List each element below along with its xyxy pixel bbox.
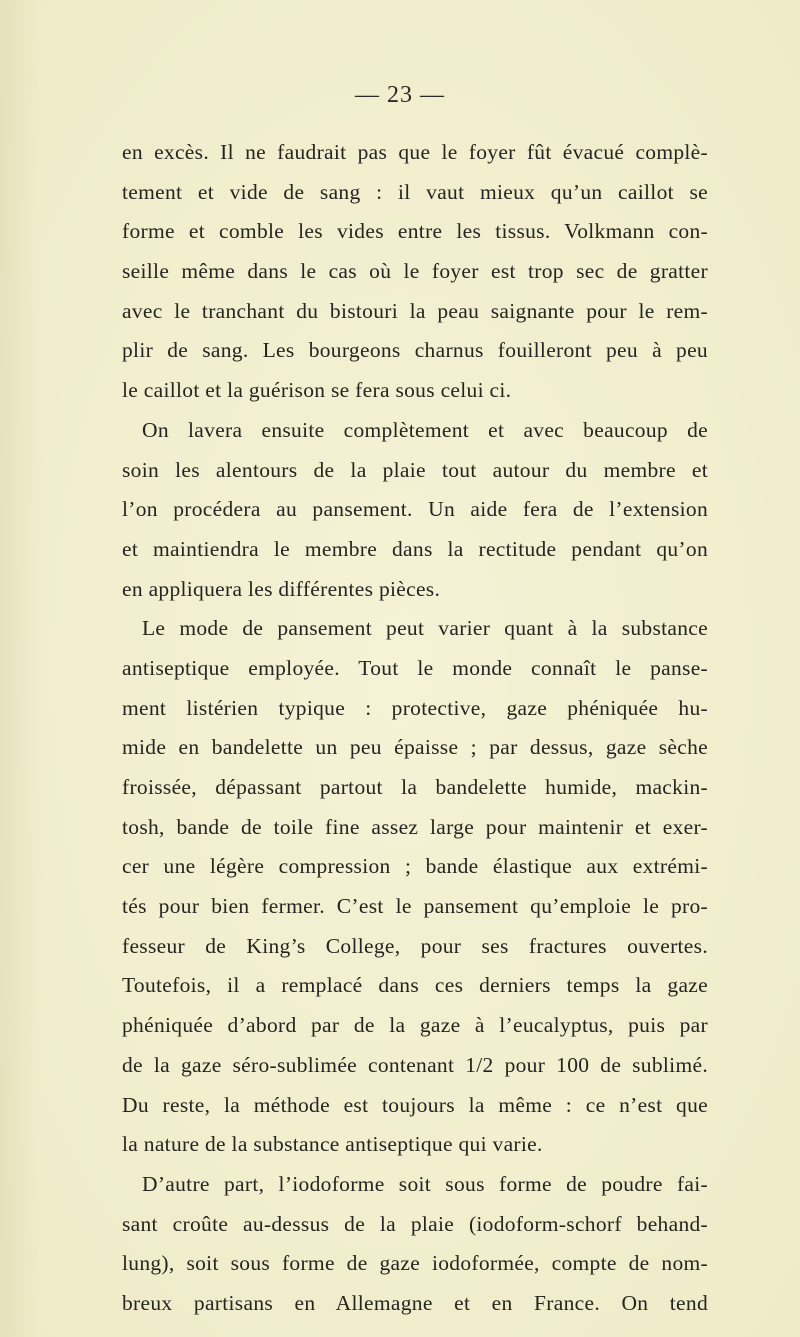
text-line: froissée, dépassant partout la bandelette humide, mackin- <box>122 775 708 799</box>
text-line: plir de sang. Les bourgeons charnus fouilleront peu à peu <box>122 338 708 363</box>
text-line: mide en bandelette un peu épaisse ; par dessus, gaze sèche <box>122 735 708 760</box>
text-line: tement et vide de sang : il vaut mieux qu’un caillot se <box>122 179 708 204</box>
text-line: D’autre part, l’iodoforme soit sous forme de poudre fai- <box>142 1171 708 1196</box>
text-line: tosh, bande de toile fine assez large pour maintenir et exer- <box>122 814 708 839</box>
text-line: en appliquera les différentes pièces. <box>122 576 441 601</box>
text-line: de la gaze séro-sublimée contenant 1/2 pour 100 de sublimé. <box>122 1052 708 1077</box>
text-line: en excès. Il ne faudrait pas que le foyer fût évacué complè- <box>122 140 708 164</box>
text-line: avec le tranchant du bistouri la peau saignante pour le rem- <box>122 298 708 323</box>
text-line: Toutefois, il a remplacé dans ces derniers temps la gaze <box>122 973 708 998</box>
text-line: cer une légère compression ; bande élastique aux extrémi- <box>122 854 708 879</box>
text-line: On lavera ensuite complètement et avec beaucoup de <box>142 417 708 442</box>
text-line: antiseptique employée. Tout le monde connaît le panse- <box>122 655 708 680</box>
text-line: Le mode de pansement peut varier quant à la substance <box>142 616 708 641</box>
text-line: breux partisans en Allemagne et en France. On tend <box>122 1290 708 1315</box>
text-line: seille même dans le cas où le foyer est trop sec de gratter <box>122 259 708 284</box>
text-line: fesseur de King’s College, pour ses fractures ouvertes. <box>122 933 708 958</box>
text-line: lung), soit sous forme de gaze iodoformée, compte de nom- <box>122 1251 708 1276</box>
text-line: l’on procédera au pansement. Un aide fera de l’extension <box>122 497 708 522</box>
text-line: ment listérien typique : protective, gaze phéniquée hu- <box>122 695 708 720</box>
body-text <box>122 133 708 1324</box>
text-line: soin les alentours de la plaie tout autour du membre et <box>122 457 708 482</box>
page-number: — 23 — <box>355 82 445 108</box>
text-line: et maintiendra le membre dans la rectitude pendant qu’on <box>122 536 708 561</box>
text-line: forme et comble les vides entre les tissus. Volkmann con- <box>122 219 708 244</box>
text-line: Du reste, la méthode est toujours la même : ce n’est que <box>122 1092 708 1117</box>
text-line: le caillot et la guérison se fera sous celui ci. <box>122 378 512 403</box>
text-line: la nature de la substance antiseptique qui varie. <box>122 1132 543 1157</box>
text-line: sant croûte au-dessus de la plaie (iodoform-schorf behand- <box>122 1211 708 1236</box>
text-line: tés pour bien fermer. C’est le pansement qu’emploie le pro- <box>122 894 708 919</box>
text-line: phéniquée d’abord par de la gaze à l’eucalyptus, puis par <box>122 1013 708 1038</box>
